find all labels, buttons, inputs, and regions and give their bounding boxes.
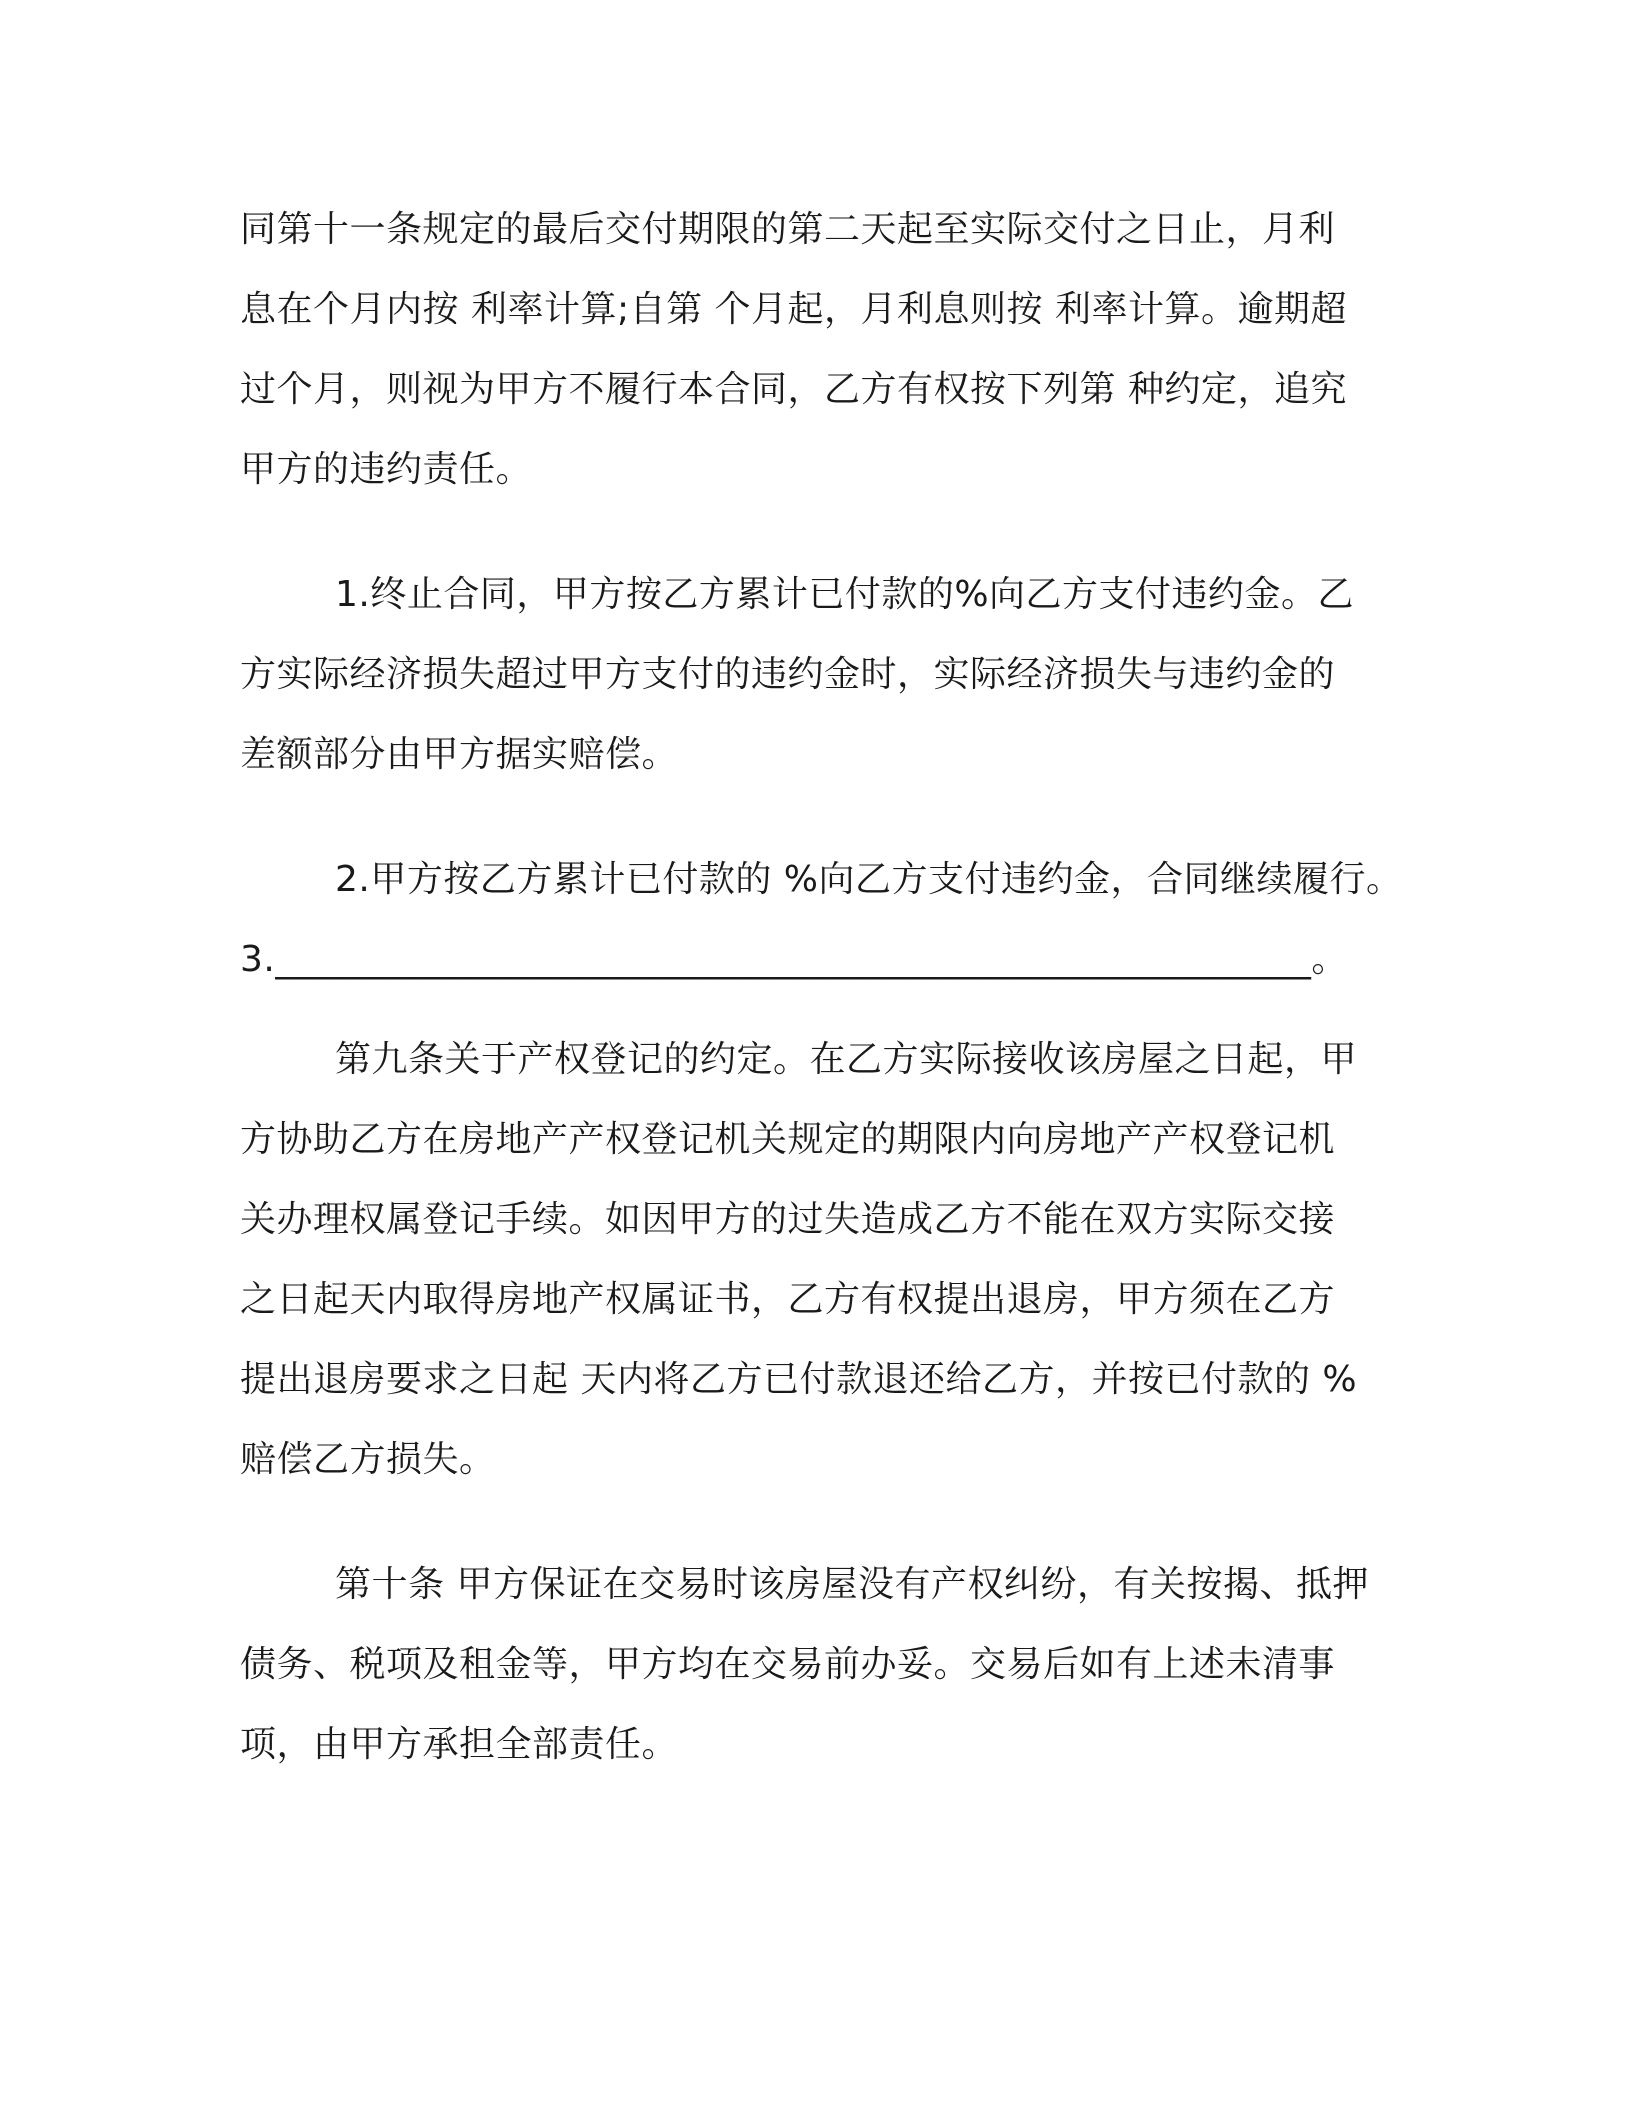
text-line: 第十条 甲方保证在交易时该房屋没有产权纠纷，有关按揭、抵押: [335, 1564, 1369, 1605]
text-line: 同第十一条规定的最后交付期限的第二天起至实际交付之日止，月利: [240, 209, 1336, 250]
paragraph-article-10: [240, 1545, 1420, 1785]
text-line: 提出退房要求之日起 天内将乙方已付款退还给乙方，并按已付款的 %: [240, 1359, 1358, 1400]
paragraph-interest-penalty: [240, 190, 1420, 510]
text-line: 赔偿乙方损失。: [240, 1439, 496, 1480]
paragraph-option-2-3: [240, 840, 1420, 1000]
text-line: 息在个月内按 利率计算;自第 个月起，月利息则按 利率计算。逾期超: [240, 289, 1347, 330]
paragraph-spacer: [240, 1000, 1420, 1020]
text-line: 过个月，则视为甲方不履行本合同，乙方有权按下列第 种约定，追究: [240, 369, 1347, 410]
text-line: 债务、税项及租金等，甲方均在交易前办妥。交易后如有上述未清事: [240, 1644, 1336, 1685]
document-page: [240, 190, 1420, 1785]
text-line: 1.终止合同，甲方按乙方累计已付款的%向乙方支付违约金。乙: [335, 574, 1355, 615]
paragraph-spacer: [240, 1500, 1420, 1545]
paragraph-spacer: [240, 795, 1420, 840]
text-line: 第九条关于产权登记的约定。在乙方实际接收该房屋之日起，甲: [335, 1039, 1358, 1080]
paragraph-article-9: [240, 1020, 1420, 1500]
paragraph-option-1: [240, 555, 1420, 795]
text-line: 关办理权属登记手续。如因甲方的过失造成乙方不能在双方实际交接: [240, 1199, 1336, 1240]
text-line: 方实际经济损失超过甲方支付的违约金时，实际经济损失与违约金的: [240, 654, 1336, 695]
text-line: 之日起天内取得房地产权属证书，乙方有权提出退房，甲方须在乙方: [240, 1279, 1336, 1320]
text-line: 甲方的违约责任。: [240, 449, 533, 490]
paragraph-spacer: [240, 510, 1420, 555]
text-line: 2.甲方按乙方累计已付款的 %向乙方支付违约金，合同继续履行。: [335, 859, 1403, 900]
text-line: 项，由甲方承担全部责任。: [240, 1724, 679, 1765]
text-line: 方协助乙方在房地产产权登记机关规定的期限内向房地产产权登记机: [240, 1119, 1336, 1160]
text-line-blank-option: 3.________________________________________________________。: [240, 939, 1348, 980]
text-line: 差额部分由甲方据实赔偿。: [240, 734, 679, 775]
